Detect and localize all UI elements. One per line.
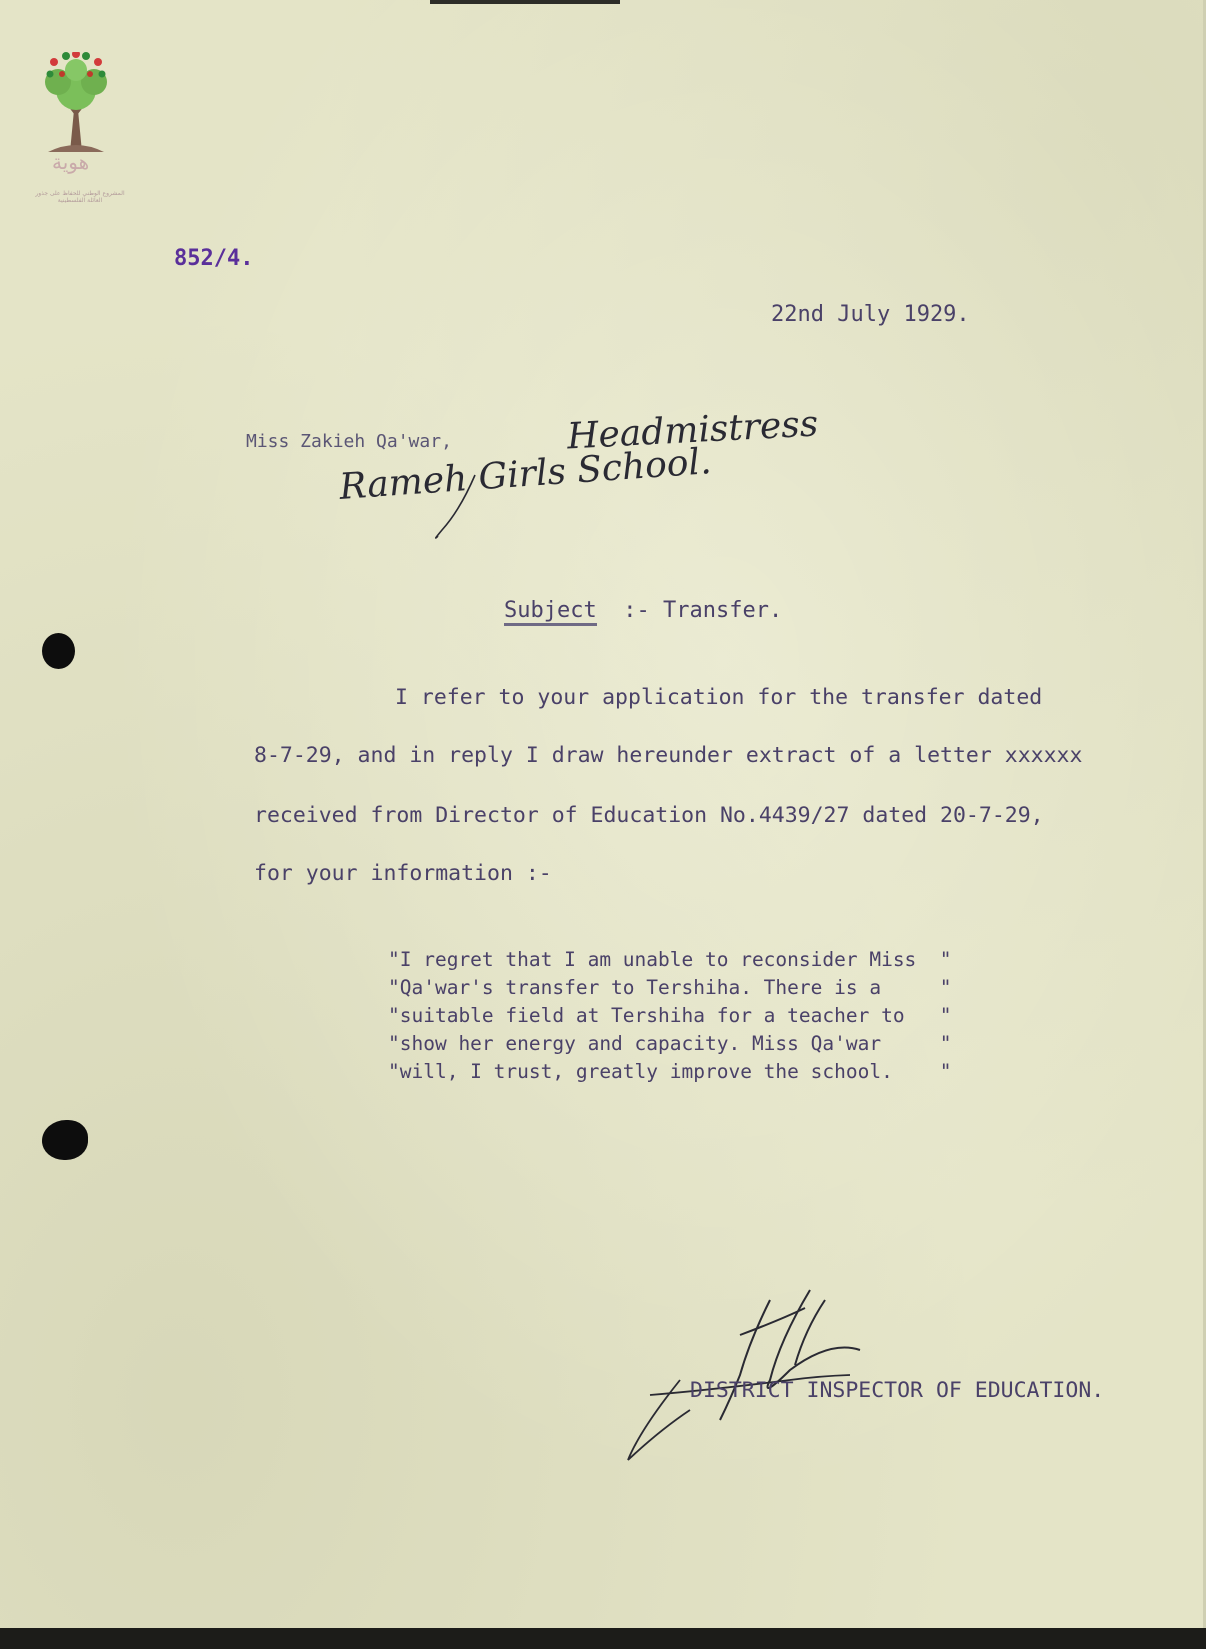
quote-line-1: "I regret that I am unable to reconsider Miss " [388, 948, 952, 971]
body-line-3: received from Director of Education No.4439/27 dated 20-7-29, [254, 803, 1044, 828]
punch-hole-top [42, 633, 75, 669]
letter-date: 22nd July 1929. [771, 302, 970, 327]
quote-line-5: "will, I trust, greatly improve the school. " [388, 1060, 952, 1083]
reference-number: 852/4. [174, 246, 254, 271]
punch-hole-bottom [42, 1120, 88, 1160]
quote-line-2: "Qa'war's transfer to Tershiha. There is a " [388, 976, 952, 999]
subject-label: Subject [504, 598, 597, 626]
recipient-typed: Miss Zakieh Qa'war, [246, 431, 452, 452]
handwritten-signature [620, 1280, 920, 1470]
body-line-2: 8-7-29, and in reply I draw hereunder extract of a letter xxxxxx [254, 743, 1083, 768]
logo-text: هوية [52, 150, 90, 174]
scan-top-edge [430, 0, 620, 4]
quote-line-3: "suitable field at Tershiha for a teacher to " [388, 1004, 952, 1027]
tree-logo-icon [40, 52, 112, 152]
quote-line-4: "show her energy and capacity. Miss Qa'war " [388, 1032, 952, 1055]
scan-bottom-edge [0, 1628, 1206, 1649]
logo-tagline: المشروع الوطني للحفاظ على جذور العائلة الفلسطينية [35, 190, 125, 204]
body-line-1: I refer to your application for the transfer dated [395, 685, 1043, 710]
body-line-4: for your information :- [254, 861, 552, 886]
recipient-title-handwritten: Headmistress [566, 403, 820, 458]
handwriting-flourish [430, 470, 490, 550]
subject-text: :- Transfer. [610, 598, 783, 623]
recipient-school-handwritten: Rameh Girls School. [338, 441, 713, 508]
signature-title: DISTRICT INSPECTOR OF EDUCATION. [690, 1378, 1105, 1403]
